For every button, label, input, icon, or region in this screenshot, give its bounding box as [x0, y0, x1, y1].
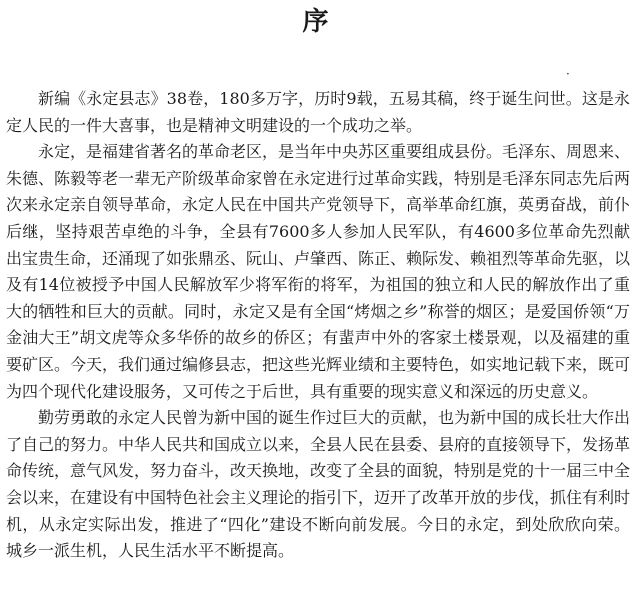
paragraph-3: 勤劳勇敢的永定人民曾为新中国的诞生作过巨大的贡献，也为新中国的成长壮大作出了自己的努力。中华人民共和国成立以来，全县人民在县委、县府的直接领导下，发扬革命传统，意气风发，努力奋斗，改天换地，改变了全县的面貌，特别是党的十一届三中全会以来，在建设有中国特色社会主义理论的指引下，迈开了改革开放的步伐，抓住有利时机，从永定实际出发，推进了“四化”建设不断向前发展。今日的永定，到处欣欣向荣。城乡一派生机，人民生活水平不断提高。 — [6, 408, 631, 561]
page-mark: · — [566, 67, 570, 81]
paragraph-2: 永定，是福建省著名的革命老区，是当年中央苏区重要组成县份。毛泽东、周恩来、朱德、陈毅等老一辈无产阶级革命家曾在永定进行过革命实践，特别是毛泽东同志先后两次来永定亲自领导革命，永定人民在中国共产党领导下，高举革命红旗，英勇奋战，前仆后继，坚持艰苦卓绝的斗争，全县有7600多人参加人民军队，有4600多位革命先烈献出宝贵生命，还涌现了如张鼎丞、阮山、卢肇西、陈正、赖际发、赖祖烈等革命先驱，以及有14位被授予中国人民解放军少将军衔的将军，为祖国的独立和人民的解放作出了重大的牺牲和巨大的贡献。同时，永定又是有全国“烤烟之乡”称誉的烟区；是爱国侨领“万金油大王”胡文虎等众多华侨的故乡的侨区；有蜚声中外的客家土楼景观，以及福建的重要矿区。今天，我们通过编修县志，把这些光辉业绩和主要特色，如实地记载下来，既可为四个现代化建设服务，又可传之于后世，具有重要的现实意义和深远的历史意义。 — [6, 142, 631, 401]
body-text — [6, 86, 630, 565]
paragraph-1: 新编《永定县志》38卷，180多万字，历时9载，五易其稿，终于诞生问世。这是永定人民的一件大喜事，也是精神文明建设的一个成功之举。 — [6, 89, 630, 135]
page-title: 序 — [302, 7, 331, 37]
